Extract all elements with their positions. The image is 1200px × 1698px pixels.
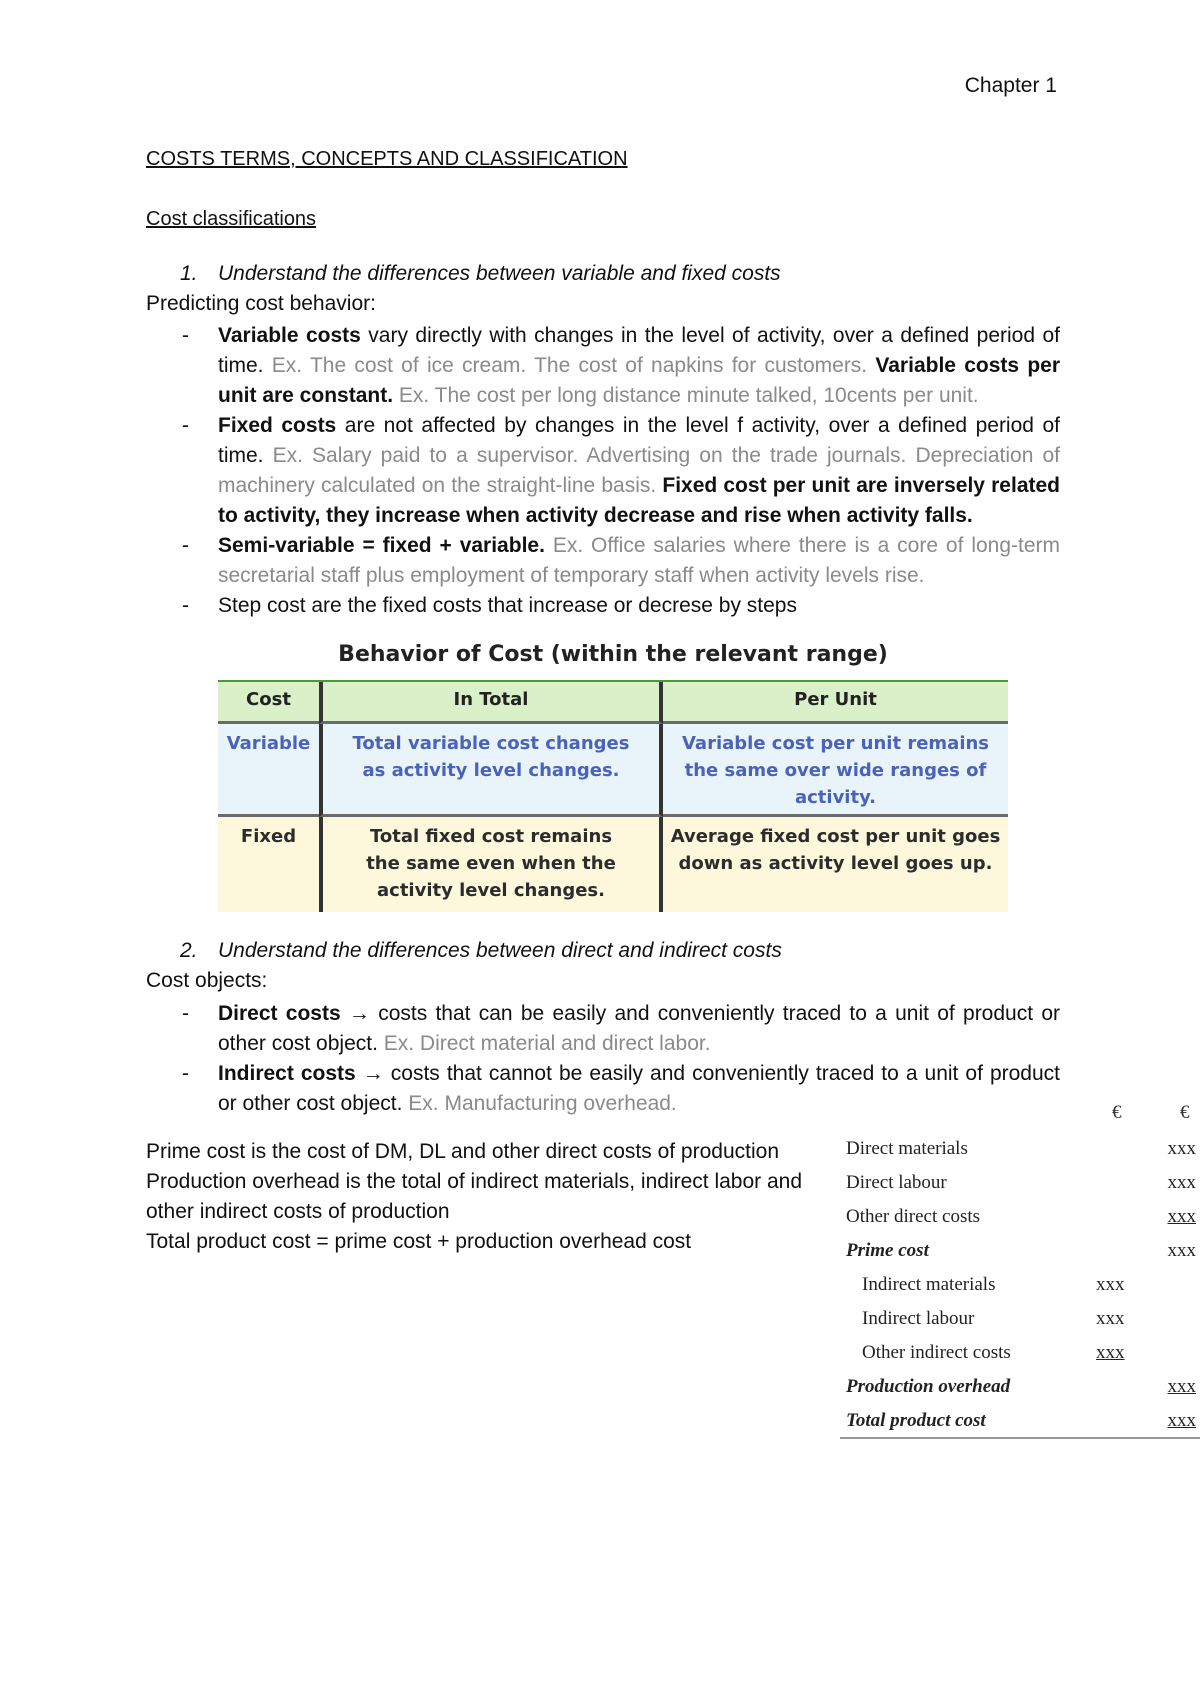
currency-right-header: € (1180, 1102, 1190, 1123)
row-label: Prime cost (846, 1240, 929, 1261)
row-label: Production overhead (846, 1376, 1011, 1397)
row-variable-label: Variable (218, 724, 319, 817)
row-fixed-total: Total fixed cost remains the same even when the activity level changes. (319, 817, 663, 912)
arrow-right-icon: → (355, 1062, 391, 1085)
semi-variable-example: Ex. Office salaries where there is a core of long-term secretarial staff plus employment of temporary staff when activity levels rise. (218, 534, 1061, 587)
semi-variable-text: Semi-variable = fixed + variable. (218, 534, 545, 557)
table-row (840, 1234, 1200, 1268)
row-label: Indirect materials (862, 1274, 996, 1295)
fixed-costs-text2: Fixed cost per unit are inversely related to activity, they increase when activity decrease and rise when activity falls. (218, 474, 1060, 527)
header-per-unit: Per Unit (663, 680, 1008, 724)
production-overhead-definition: Production overhead is the total of indirect materials, indirect labor and other indirect costs of production (146, 1170, 803, 1223)
variable-costs-text: vary directly with changes in the level of activity, over a defined period of time. (218, 324, 1061, 377)
row-variable-per-unit: Variable cost per unit remains the same over wide ranges of activity. (663, 724, 1008, 817)
fixed-costs-text: are not affected by changes in the level f activity, over a defined period of time. (218, 414, 1061, 467)
bullet-semi-variable: - Semi-variable = fixed + variable. Ex. Office salaries where there is a core of long-term secretarial staff plus employment of temporary staff when activity levels rise. (182, 534, 1061, 587)
bullet-fixed: - Fixed costs are not affected by changes in the level f activity, over a defined period of time. Ex. Salary paid to a supervisor. Advertising on the trade journals. Depreciation of machinery calculated on the straight-line basis. Fixed cost per unit are inversely related to activity, they increase when activity decrease and rise when activity falls. (182, 414, 1061, 527)
section1-bullet-list (182, 321, 1060, 621)
row-value: xxx (1167, 1240, 1196, 1261)
row-sub-value: xxx (1096, 1274, 1125, 1295)
row-label: Indirect labour (862, 1308, 975, 1329)
table-row (840, 1336, 1200, 1370)
bullet-variable: - Variable costs vary directly with changes in the level of activity, over a defined period of time. Ex. The cost of ice cream. The cost of napkins for customers. Variable costs per unit are constant. Ex. The cost per long distance minute talked, 10cents per unit. (182, 324, 1061, 407)
total-product-cost-definition: Total product cost = prime cost + production overhead cost (146, 1230, 692, 1253)
indirect-costs-text: costs that cannot be easily and conveniently traced to a unit of product or other cost object. (218, 1062, 1060, 1115)
table-row (840, 1200, 1200, 1234)
direct-costs-example: Ex. Direct material and direct labor. (377, 1032, 711, 1055)
row-label: Direct materials (846, 1138, 968, 1159)
row-value: xxx (1167, 1172, 1196, 1193)
definitions-block (146, 1137, 826, 1257)
row-sub-value: xxx (1096, 1308, 1125, 1329)
cost-table (840, 1132, 1200, 1438)
section1-intro: Predicting cost behavior: (146, 292, 376, 315)
section2-intro: Cost objects: (146, 969, 268, 992)
table-row (840, 1302, 1200, 1336)
header-in-total: In Total (319, 680, 663, 724)
variable-costs-term: Variable costs (218, 324, 361, 347)
bullet-direct-costs: - Direct costs → costs that can be easily and conveniently traced to a unit of product or other cost object. Ex. Direct material and direct labor. (182, 1002, 1060, 1055)
row-variable-total: Total variable cost changes as activity level changes. (319, 724, 663, 817)
row-fixed-per-unit: Average fixed cost per unit goes down as activity level goes up. (663, 817, 1008, 912)
step-cost-text: Step cost are the fixed costs that increase or decrese by steps (218, 594, 797, 617)
indirect-costs-term: Indirect costs (218, 1062, 356, 1085)
section2-bullet-list (182, 999, 1060, 1119)
variable-costs-example: Ex. The cost of ice cream. The cost of napkins for customers. (271, 354, 868, 377)
direct-costs-term: Direct costs (218, 1002, 341, 1025)
arrow-right-icon: → (340, 1002, 379, 1025)
header-cost: Cost (218, 680, 319, 724)
bullet-step-cost: - Step cost are the fixed costs that increase or decrese by steps (182, 594, 797, 617)
table-row (840, 1132, 1200, 1166)
row-label: Other direct costs (846, 1206, 981, 1227)
row-fixed-label: Fixed (218, 817, 319, 912)
row-label: Total product cost (846, 1410, 986, 1431)
row-value: xxx (1167, 1410, 1196, 1431)
section-subtitle: Cost classifications (146, 208, 317, 230)
fixed-costs-example: Ex. Salary paid to a supervisor. Advertising on the trade journals. Depreciation of machinery calculated on the straight-line basis. (218, 444, 1060, 497)
document-title: COSTS TERMS, CONCEPTS AND CLASSIFICATION (146, 148, 628, 170)
row-value: xxx (1167, 1138, 1196, 1159)
indirect-costs-example: Ex. Manufacturing overhead. (402, 1092, 677, 1115)
section2-number: 2. (180, 939, 198, 962)
variable-costs-example2: Ex. The cost per long distance minute talked, 10cents per unit. (393, 384, 979, 407)
row-sub-value: xxx (1096, 1342, 1125, 1363)
row-label: Other indirect costs (862, 1342, 1011, 1363)
direct-costs-text: costs that can be easily and conveniently traced to a unit of product or other cost object. (218, 1002, 1060, 1055)
currency-mid-header: € (1112, 1102, 1122, 1123)
table-row (840, 1404, 1200, 1438)
table-row (840, 1166, 1200, 1200)
table-row (840, 1370, 1200, 1404)
row-value: xxx (1167, 1376, 1196, 1397)
prime-cost-definition: Prime cost is the cost of DM, DL and other direct costs of production (146, 1140, 779, 1163)
fixed-costs-term: Fixed costs (218, 414, 337, 437)
row-label: Direct labour (846, 1172, 947, 1193)
section1-number: 1. (180, 262, 198, 285)
variable-costs-text2: Variable costs per unit are constant. (218, 354, 1061, 407)
behavior-of-cost-table (218, 632, 1008, 912)
table-bottom-rule (840, 1437, 1200, 1439)
bullet-indirect-costs: - Indirect costs → costs that cannot be easily and conveniently traced to a unit of product or other cost object. Ex. Manufacturing overhead. (182, 1062, 1060, 1115)
section2-heading: Understand the differences between direct and indirect costs (218, 939, 782, 962)
behavior-table-title: Behavior of Cost (within the relevant range) (338, 642, 888, 667)
table-row (840, 1268, 1200, 1302)
chapter-label: Chapter 1 (964, 74, 1057, 97)
row-value: xxx (1167, 1206, 1196, 1227)
section1-heading: Understand the differences between variable and fixed costs (218, 262, 781, 285)
